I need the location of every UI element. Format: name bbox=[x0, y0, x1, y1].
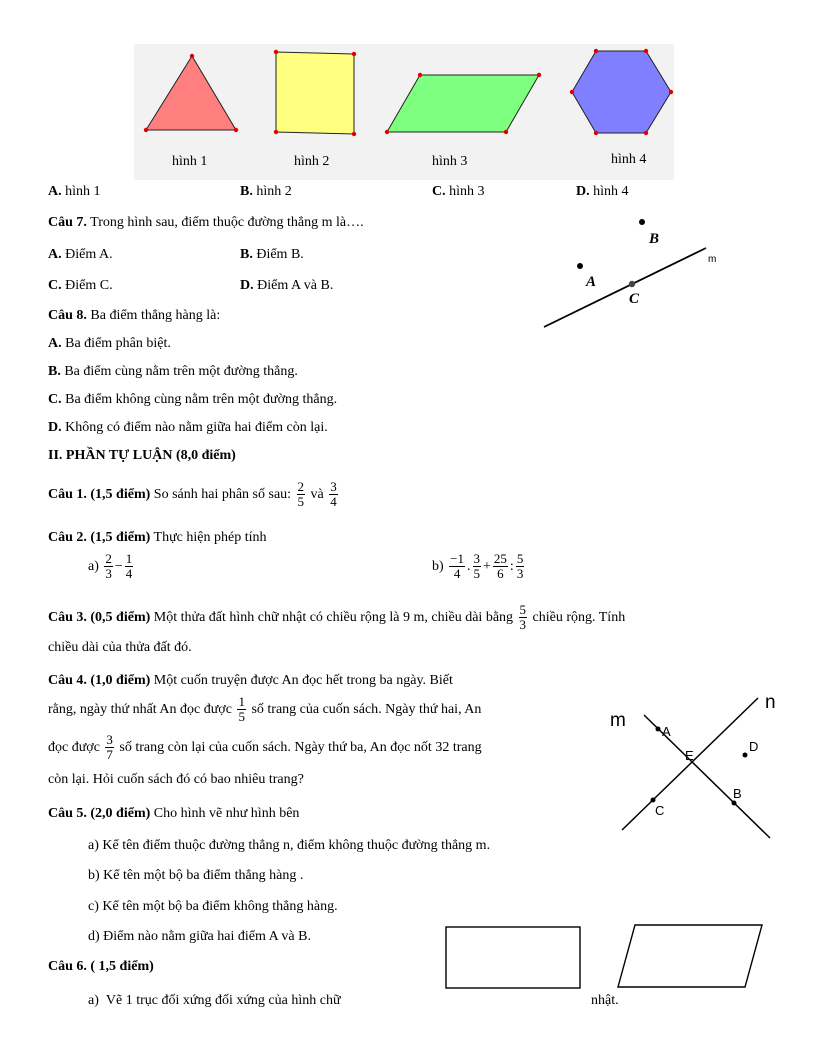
e6-stem: Câu 6. ( 1,5 điểm) bbox=[48, 959, 154, 974]
e5-item-c: c) Kể tên một bộ ba điểm không thẳng hàng. bbox=[88, 899, 338, 914]
q6-option-b: B. hình 2 bbox=[240, 184, 292, 199]
e5-item-a: a) Kể tên điểm thuộc đường thẳng n, điểm không thuộc đường thẳng m. bbox=[88, 838, 491, 853]
q7-option-d: D. Điểm A và B. bbox=[240, 278, 334, 293]
q6-option-c: C. hình 3 bbox=[432, 184, 485, 199]
q7-option-b: B. Điểm B. bbox=[240, 247, 304, 262]
line-n bbox=[622, 698, 758, 830]
shape-label-2: hình 2 bbox=[294, 154, 330, 169]
point-a-label: A bbox=[586, 274, 597, 290]
point-b-dot bbox=[639, 219, 645, 225]
q7-stem: Câu 7. Trong hình sau, điểm thuộc đường thẳng m là…. bbox=[48, 215, 364, 230]
point-c-label2: C bbox=[655, 803, 665, 818]
e2-stem: Câu 2. (1,5 điểm) Thực hiện phép tính bbox=[48, 530, 267, 545]
q6-option-a: A. hình 1 bbox=[48, 184, 101, 199]
line-m2-label: m bbox=[610, 710, 626, 731]
e1-line: Câu 1. (1,5 điểm) So sánh hai phân số sau: $\frac{2}{5}$ và $\frac{3}{4}$ bbox=[48, 479, 337, 510]
e2-part-b: b) $\frac{-1}{4}$ . $\frac{3}{5}$ + $\frac{25}{6}$ : $\frac{5}{3}$ bbox=[432, 551, 524, 582]
point-a-dot bbox=[577, 263, 583, 269]
e4-line3: đọc được $\frac{3}{7}$ số trang còn lại của cuốn sách. Ngày thứ ba, An đọc nốt 32 trang bbox=[48, 732, 482, 763]
line-n-label: n bbox=[765, 692, 776, 713]
point-b-label: B bbox=[649, 231, 660, 247]
q7-option-a: A. Điểm A. bbox=[48, 247, 113, 262]
e1-frac2: $\frac{3}{4}$ bbox=[330, 479, 337, 510]
q8-stem: Câu 8. Ba điểm thẳng hàng là: bbox=[48, 308, 221, 323]
point-e-label2: E bbox=[685, 748, 694, 763]
point-a-label2: A bbox=[662, 724, 671, 739]
e5-figure bbox=[600, 680, 800, 850]
q8-option-b: B. Ba điểm cùng nằm trên một đường thẳng. bbox=[48, 364, 298, 379]
e2-part-a: a) $\frac{2}{3}$ − $\frac{1}{4}$ bbox=[88, 551, 133, 582]
e6-item-a-tail: nhật. bbox=[591, 993, 619, 1008]
e4-line4: còn lại. Hỏi cuốn sách đó có bao nhiêu trang? bbox=[48, 772, 304, 787]
part2-heading: II. PHẦN TỰ LUẬN (8,0 điểm) bbox=[48, 448, 236, 463]
point-c-dot bbox=[629, 281, 635, 287]
e5-item-b: b) Kể tên một bộ ba điểm thẳng hàng . bbox=[88, 868, 304, 883]
e4-line2: rằng, ngày thứ nhất An đọc được $\frac{1}{5}$ số trang của cuốn sách. Ngày thứ hai, An bbox=[48, 694, 482, 725]
e6-item-a: a) Vẽ 1 trục đối xứng đối xứng của hình chữ bbox=[88, 993, 341, 1008]
line-m bbox=[544, 248, 706, 327]
point-c-label: C bbox=[629, 291, 640, 307]
point-d-dot2 bbox=[743, 753, 748, 758]
q8-option-c: C. Ba điểm không cùng nằm trên một đường thẳng. bbox=[48, 392, 338, 407]
shapes-figure bbox=[134, 44, 674, 180]
point-b-label2: B bbox=[733, 786, 742, 801]
q8-option-a: A. Ba điểm phân biệt. bbox=[48, 336, 171, 351]
e1-frac1: $\frac{2}{5}$ bbox=[297, 479, 305, 510]
e3-line1: Câu 3. (0,5 điểm) Một thửa đất hình chữ nhật có chiều rộng là 9 m, chiều dài bằng $\frac{5}{3}$ chiều rộng. Tính bbox=[48, 602, 626, 633]
e5-stem: Câu 5. (2,0 điểm) Cho hình vẽ như hình bên bbox=[48, 806, 300, 821]
point-a-dot2 bbox=[656, 727, 661, 732]
q7-option-c: C. Điểm C. bbox=[48, 278, 113, 293]
line-m-label: m bbox=[708, 254, 717, 265]
square-shape bbox=[276, 52, 354, 134]
point-d-label2: D bbox=[749, 739, 759, 754]
point-b-dot2 bbox=[732, 801, 737, 806]
shape-label-3: hình 3 bbox=[432, 154, 468, 169]
e6-rectangle bbox=[445, 926, 581, 989]
q7-figure bbox=[530, 210, 730, 335]
e5-item-d: d) Điểm nào nằm giữa hai điểm A và B. bbox=[88, 929, 311, 944]
e3-line2: chiều dài của thửa đất đó. bbox=[48, 640, 192, 655]
e4-line1: Câu 4. (1,0 điểm) Một cuốn truyện được An đọc hết trong ba ngày. Biết bbox=[48, 673, 453, 688]
shape-label-4: hình 4 bbox=[611, 152, 647, 167]
e6-parallelogram bbox=[616, 923, 764, 989]
shape-label-1: hình 1 bbox=[172, 154, 208, 169]
point-c-dot2 bbox=[651, 798, 656, 803]
q6-option-d: D. hình 4 bbox=[576, 184, 629, 199]
q8-option-d: D. Không có điểm nào nằm giữa hai điểm còn lại. bbox=[48, 420, 328, 435]
